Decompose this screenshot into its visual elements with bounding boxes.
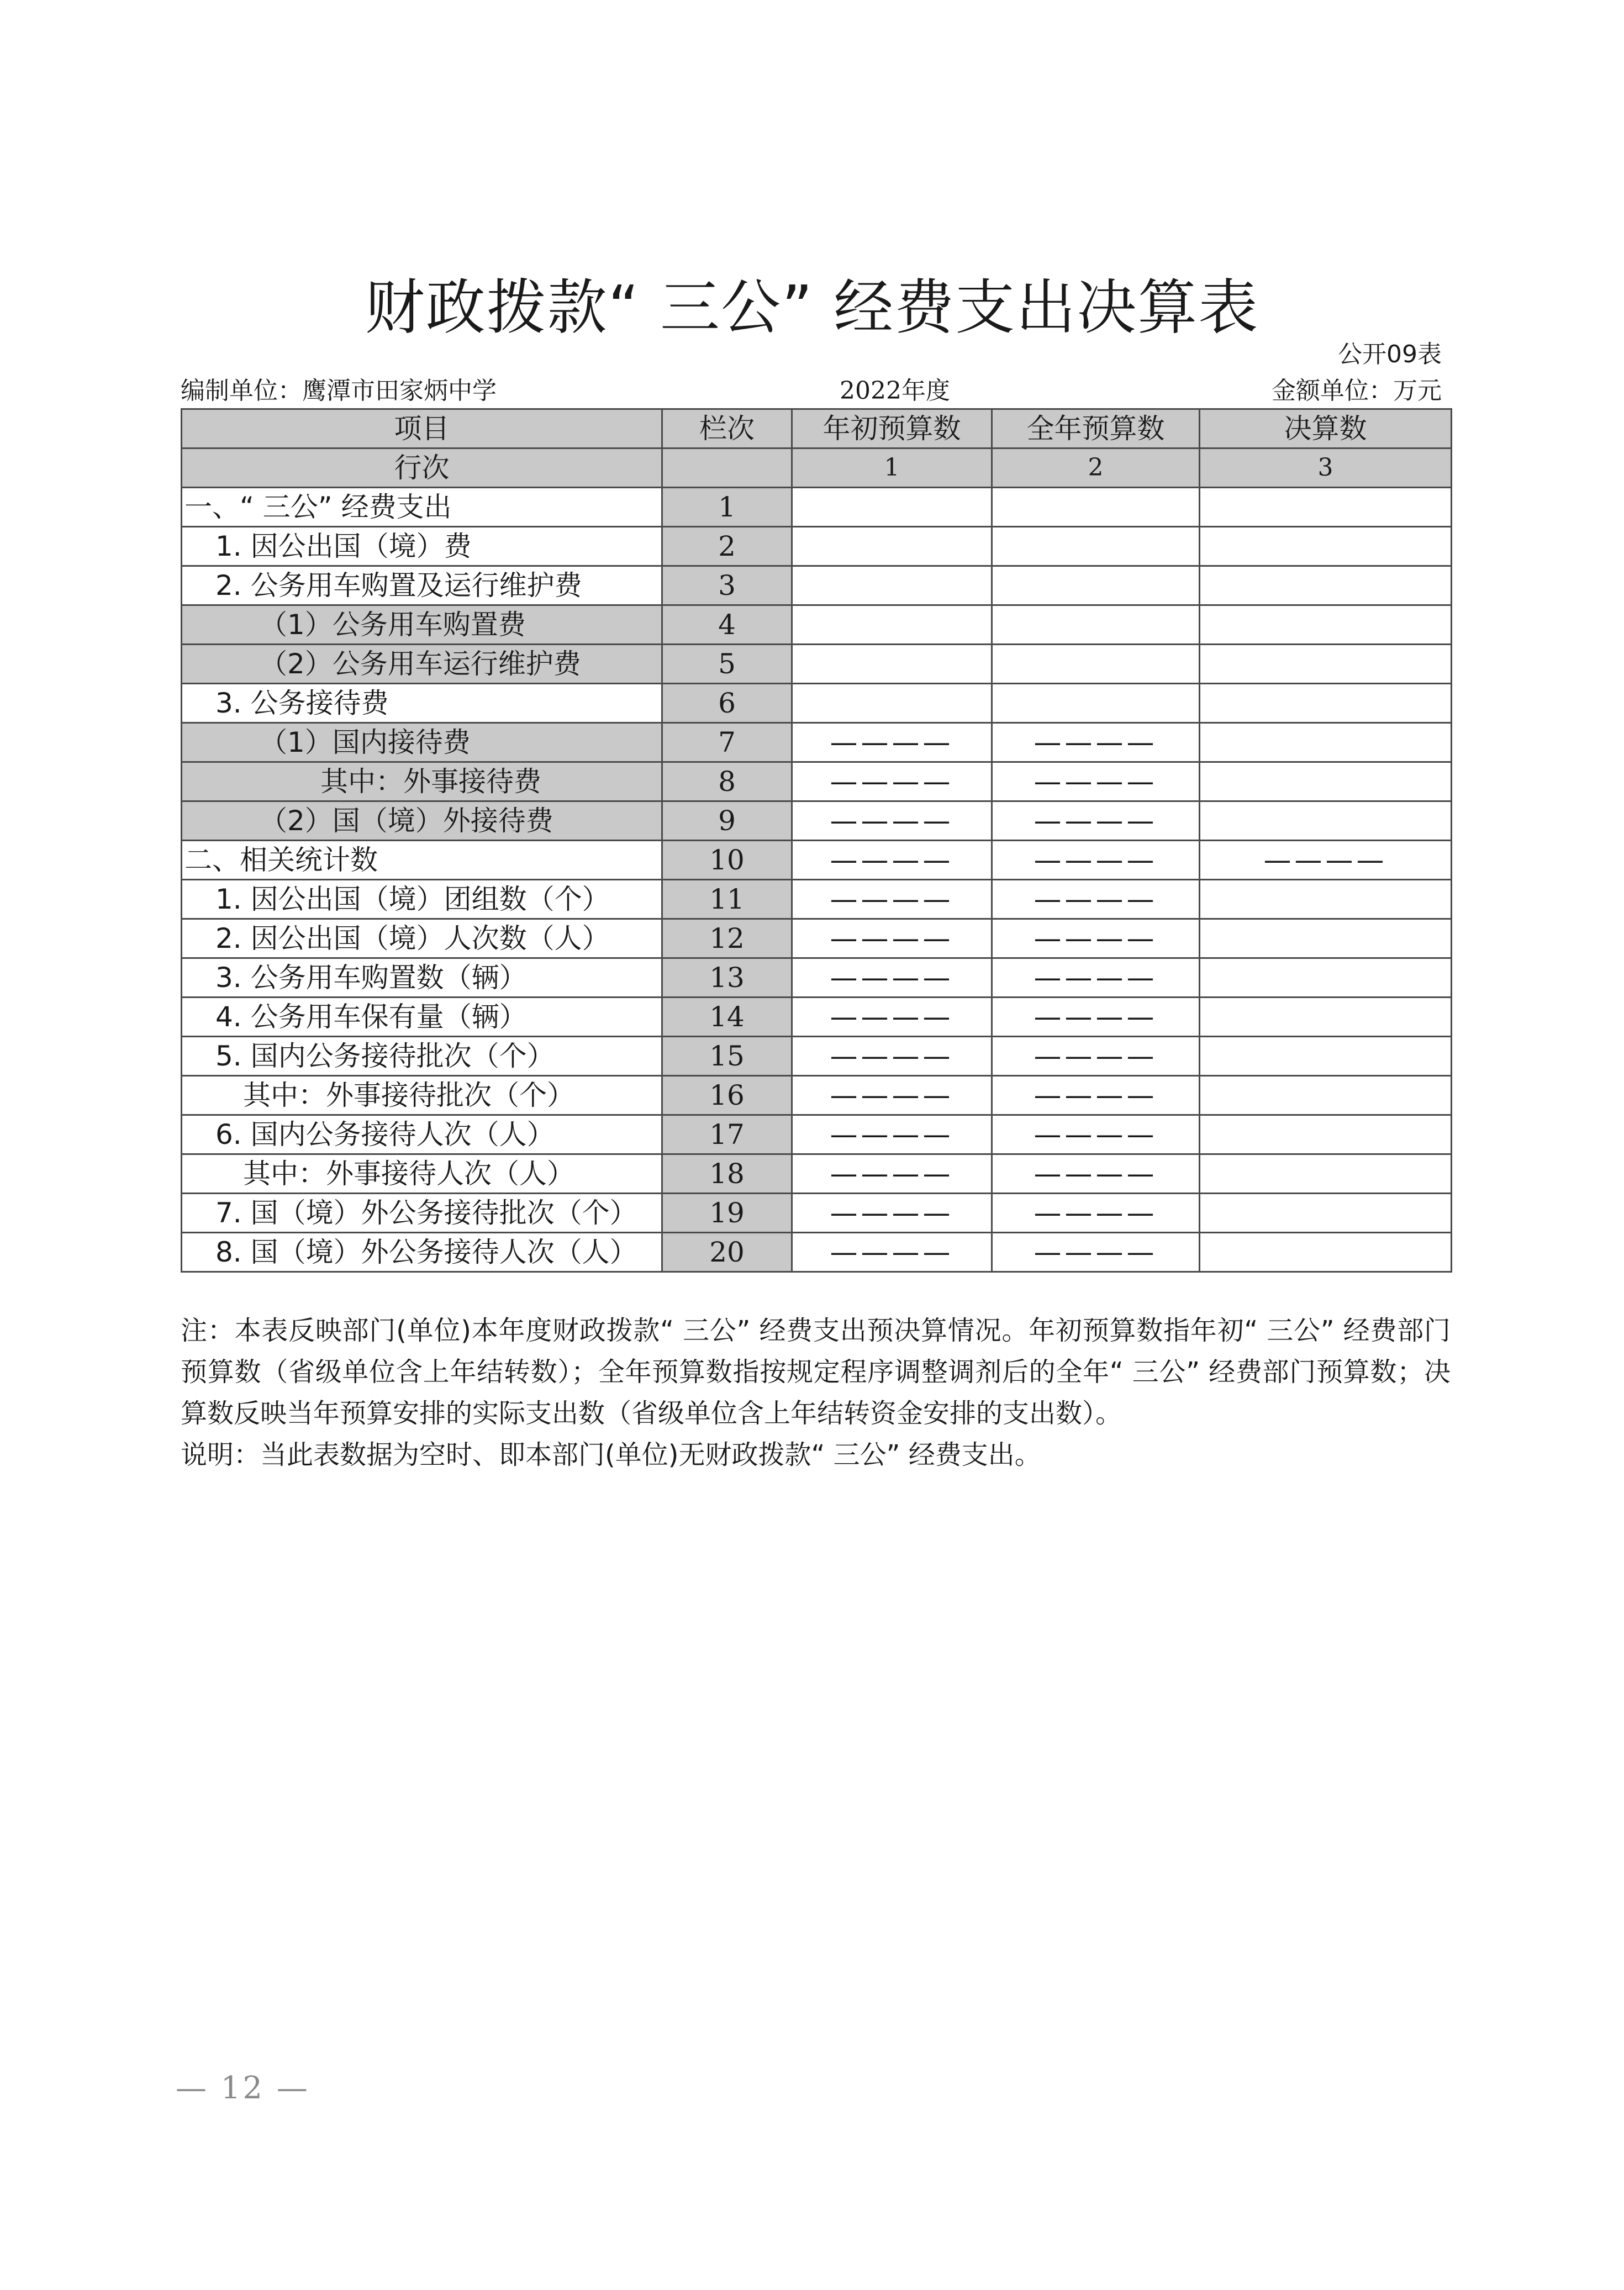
page-number: — 12 — <box>176 2070 310 2106</box>
cell-annual-budget: ———— <box>992 919 1200 958</box>
row-index: 3 <box>662 566 792 605</box>
cell-initial-budget: ———— <box>792 998 992 1037</box>
cell-initial-budget <box>792 684 992 723</box>
fiscal-year: 2022年度 <box>840 377 950 405</box>
expenditure-table <box>181 408 1452 1273</box>
table-row <box>182 919 1452 958</box>
cell-initial-budget <box>792 645 992 684</box>
subheader-row <box>182 448 1452 488</box>
table-row <box>182 841 1452 880</box>
row-item-label: （2）国（境）外接待费 <box>182 801 662 841</box>
table-row <box>182 1076 1452 1115</box>
cell-annual-budget <box>992 605 1200 645</box>
cell-final-account <box>1200 527 1452 566</box>
table-row <box>182 684 1452 723</box>
row-index: 7 <box>662 723 792 762</box>
cell-initial-budget <box>792 488 992 527</box>
table-row <box>182 801 1452 841</box>
header-annual-budget: 全年预算数 <box>992 409 1200 448</box>
row-index: 8 <box>662 762 792 801</box>
table-row <box>182 566 1452 605</box>
row-item-label: 二、相关统计数 <box>182 841 662 880</box>
cell-final-account <box>1200 762 1452 801</box>
row-index: 13 <box>662 958 792 998</box>
row-index: 4 <box>662 605 792 645</box>
row-item-label: 4. 公务用车保有量（辆） <box>182 998 662 1037</box>
table-row <box>182 645 1452 684</box>
cell-initial-budget: ———— <box>792 762 992 801</box>
cell-final-account <box>1200 566 1452 605</box>
subheader-row-no: 行次 <box>182 448 662 488</box>
row-item-label: 2. 因公出国（境）人次数（人） <box>182 919 662 958</box>
cell-annual-budget <box>992 488 1200 527</box>
cell-initial-budget: ———— <box>792 1076 992 1115</box>
subheader-blank <box>662 448 792 488</box>
table-row <box>182 1115 1452 1154</box>
table-row <box>182 1154 1452 1194</box>
cell-initial-budget <box>792 605 992 645</box>
cell-annual-budget: ———— <box>992 723 1200 762</box>
row-item-label: 其中：外事接待费 <box>182 762 662 801</box>
cell-final-account <box>1200 1076 1452 1115</box>
table-row <box>182 605 1452 645</box>
cell-initial-budget: ———— <box>792 841 992 880</box>
cell-final-account <box>1200 998 1452 1037</box>
cell-annual-budget: ———— <box>992 801 1200 841</box>
cell-final-account <box>1200 1194 1452 1233</box>
cell-final-account <box>1200 488 1452 527</box>
cell-final-account <box>1200 723 1452 762</box>
cell-final-account <box>1200 919 1452 958</box>
currency-unit: 金额单位：万元 <box>1272 377 1442 405</box>
cell-initial-budget: ———— <box>792 1154 992 1194</box>
row-index: 14 <box>662 998 792 1037</box>
cell-annual-budget: ———— <box>992 1233 1200 1272</box>
row-index: 17 <box>662 1115 792 1154</box>
table-row <box>182 1037 1452 1076</box>
row-item-label: 3. 公务接待费 <box>182 684 662 723</box>
row-item-label: 7. 国（境）外公务接待批次（个） <box>182 1194 662 1233</box>
cell-final-account <box>1200 645 1452 684</box>
row-item-label: 2. 公务用车购置及运行维护费 <box>182 566 662 605</box>
cell-annual-budget: ———— <box>992 762 1200 801</box>
subheader-col-2: 2 <box>992 448 1200 488</box>
header-item: 项目 <box>182 409 662 448</box>
cell-final-account <box>1200 801 1452 841</box>
cell-annual-budget: ———— <box>992 1076 1200 1115</box>
subheader-col-1: 1 <box>792 448 992 488</box>
note-text: 注：本表反映部门(单位)本年度财政拨款“ 三公” 经费支出预决算情况。年初预算数指年初“ 三公” 经费部门预算数（省级单位含上年结转数）；全年预算数指按规定程序调整调剂后的全年“ 三公” 经费部门预算数；决算数反映当年预算安排的实际支出数（省级单位含上年结转资金安排的支出数）。 <box>181 1315 1451 1429</box>
table-row <box>182 723 1452 762</box>
cell-annual-budget <box>992 566 1200 605</box>
row-index: 6 <box>662 684 792 723</box>
table-row <box>182 998 1452 1037</box>
row-index: 18 <box>662 1154 792 1194</box>
row-index: 11 <box>662 880 792 919</box>
header-initial-budget: 年初预算数 <box>792 409 992 448</box>
row-item-label: 一、“ 三公” 经费支出 <box>182 488 662 527</box>
cell-annual-budget: ———— <box>992 998 1200 1037</box>
cell-initial-budget: ———— <box>792 723 992 762</box>
cell-final-account <box>1200 1037 1452 1076</box>
page-title: 财政拨款“ 三公” 经费支出决算表 <box>365 273 1259 342</box>
explain-text: 说明：当此表数据为空时、即本部门(单位)无财政拨款“ 三公” 经费支出。 <box>181 1439 1041 1470</box>
row-item-label: 3. 公务用车购置数（辆） <box>182 958 662 998</box>
cell-initial-budget: ———— <box>792 1115 992 1154</box>
cell-annual-budget <box>992 645 1200 684</box>
cell-annual-budget: ———— <box>992 841 1200 880</box>
cell-final-account <box>1200 880 1452 919</box>
row-item-label: 其中：外事接待批次（个） <box>182 1076 662 1115</box>
row-index: 9 <box>662 801 792 841</box>
cell-final-account: ———— <box>1200 841 1452 880</box>
row-index: 19 <box>662 1194 792 1233</box>
cell-initial-budget: ———— <box>792 958 992 998</box>
row-item-label: 其中：外事接待人次（人） <box>182 1154 662 1194</box>
row-index: 15 <box>662 1037 792 1076</box>
cell-annual-budget: ———— <box>992 880 1200 919</box>
row-item-label: 1. 因公出国（境）团组数（个） <box>182 880 662 919</box>
notes <box>181 1310 1451 1476</box>
cell-annual-budget <box>992 527 1200 566</box>
table-row <box>182 1233 1452 1272</box>
subheader-col-3: 3 <box>1200 448 1452 488</box>
table-row <box>182 762 1452 801</box>
cell-initial-budget <box>792 527 992 566</box>
row-index: 12 <box>662 919 792 958</box>
header-final-account: 决算数 <box>1200 409 1452 448</box>
row-item-label: 8. 国（境）外公务接待人次（人） <box>182 1233 662 1272</box>
cell-initial-budget: ———— <box>792 880 992 919</box>
row-index: 16 <box>662 1076 792 1115</box>
cell-final-account <box>1200 1154 1452 1194</box>
cell-final-account <box>1200 1115 1452 1154</box>
row-item-label: 5. 国内公务接待批次（个） <box>182 1037 662 1076</box>
cell-annual-budget: ———— <box>992 1194 1200 1233</box>
row-index: 2 <box>662 527 792 566</box>
cell-annual-budget: ———— <box>992 1037 1200 1076</box>
row-index: 20 <box>662 1233 792 1272</box>
row-item-label: 1. 因公出国（境）费 <box>182 527 662 566</box>
cell-annual-budget: ———— <box>992 958 1200 998</box>
cell-initial-budget: ———— <box>792 1194 992 1233</box>
cell-final-account <box>1200 1233 1452 1272</box>
compiling-unit: 编制单位：鹰潭市田家炳中学 <box>181 377 497 405</box>
header-column-no: 栏次 <box>662 409 792 448</box>
row-item-label: 6. 国内公务接待人次（人） <box>182 1115 662 1154</box>
cell-final-account <box>1200 605 1452 645</box>
cell-annual-budget: ———— <box>992 1154 1200 1194</box>
cell-initial-budget: ———— <box>792 1233 992 1272</box>
cell-initial-budget: ———— <box>792 919 992 958</box>
table-row <box>182 488 1452 527</box>
cell-final-account <box>1200 958 1452 998</box>
row-index: 10 <box>662 841 792 880</box>
row-item-label: （1）公务用车购置费 <box>182 605 662 645</box>
row-item-label: （2）公务用车运行维护费 <box>182 645 662 684</box>
row-item-label: （1）国内接待费 <box>182 723 662 762</box>
form-code: 公开09表 <box>1338 340 1442 368</box>
cell-annual-budget: ———— <box>992 1115 1200 1154</box>
table-row <box>182 527 1452 566</box>
cell-annual-budget <box>992 684 1200 723</box>
cell-final-account <box>1200 684 1452 723</box>
cell-initial-budget <box>792 566 992 605</box>
table-row <box>182 1194 1452 1233</box>
cell-initial-budget: ———— <box>792 801 992 841</box>
table-row <box>182 958 1452 998</box>
row-index: 1 <box>662 488 792 527</box>
cell-initial-budget: ———— <box>792 1037 992 1076</box>
row-index: 5 <box>662 645 792 684</box>
header-row <box>182 409 1452 448</box>
table-row <box>182 880 1452 919</box>
